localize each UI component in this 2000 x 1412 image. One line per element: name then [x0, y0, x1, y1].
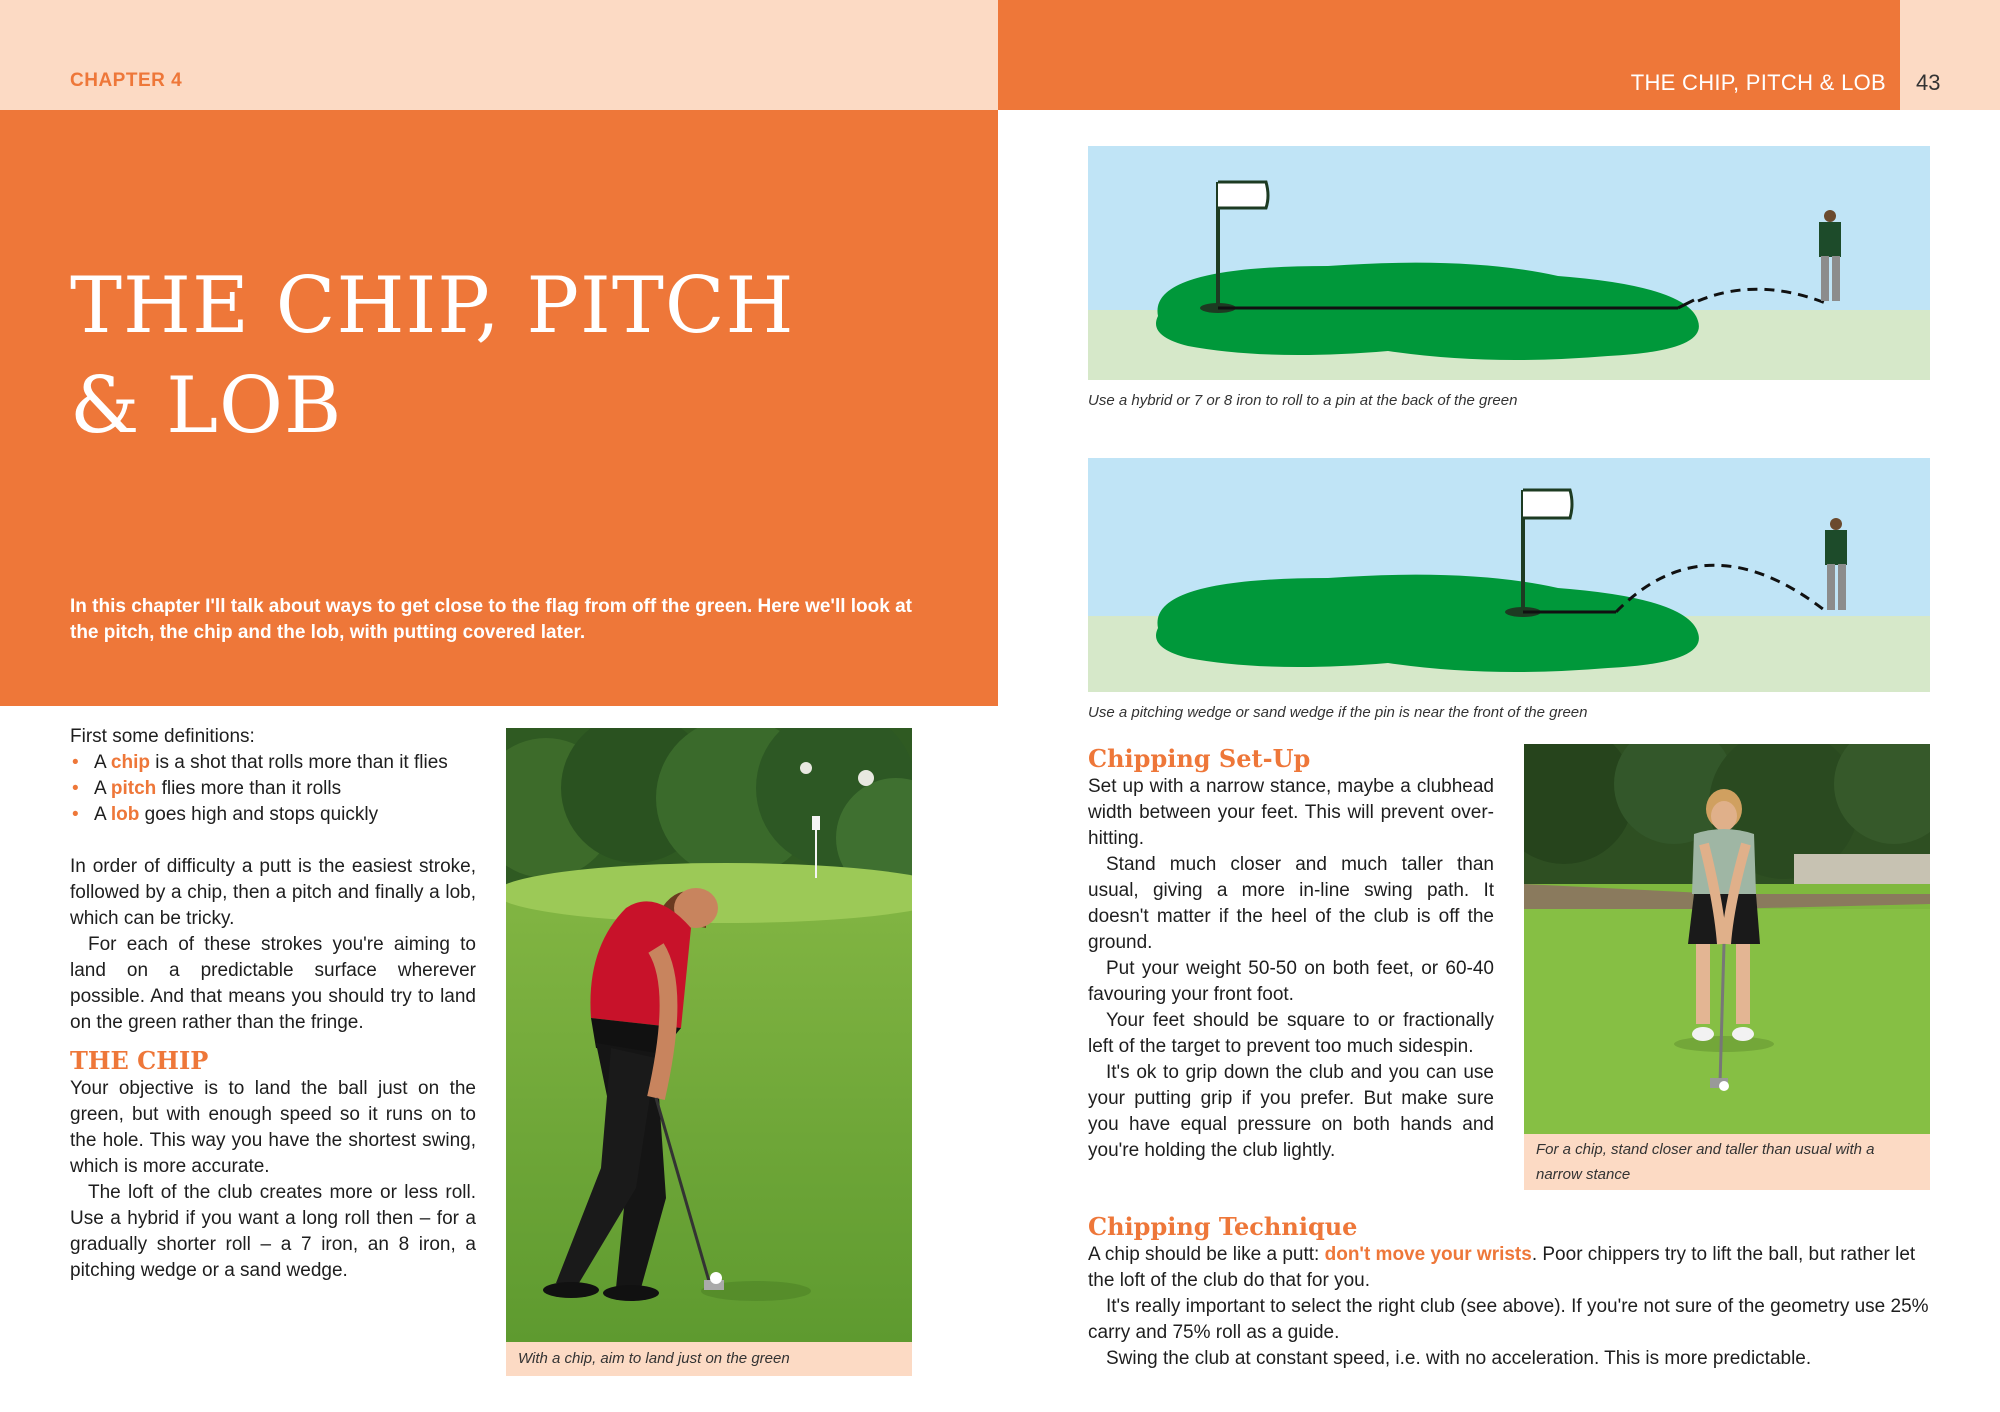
term-lob: lob: [110, 804, 140, 825]
chapter-title-line1: THE CHIP, PITCH: [70, 261, 795, 351]
right-column-setup: [1088, 744, 1494, 1164]
page-number-box: [1900, 0, 2000, 110]
definitions-list: [70, 750, 476, 828]
setup-paragraph-weight: Put your weight 50-50 on both feet, or 60-40 favouring your front foot.: [1088, 958, 1494, 1005]
page-number: 43: [1916, 70, 1941, 95]
paragraph-chip-objective: Your objective is to land the ball just on the green, but with enough speed so it runs on to the hole. This way you have the shortest swing, which is more accurate.: [70, 1078, 476, 1177]
section-heading-chipping-technique: Chipping Technique: [1088, 1212, 1358, 1241]
photo-golfer-chip: [506, 728, 912, 1342]
photo-golfer-chip-caption: With a chip, aim to land just on the green: [506, 1342, 912, 1376]
technique-paragraph-wrists: A chip should be like a putt: don't move your wrists. Poor chippers try to lift the ball, but rather let the loft of the club do that for you.: [1088, 1244, 1916, 1291]
running-title: THE CHIP, PITCH & LOB: [1630, 70, 1886, 95]
section-heading-chipping-setup: Chipping Set-Up: [1088, 744, 1311, 773]
definition-pitch: • A pitch flies more than it rolls: [70, 776, 476, 802]
definition-lob: • A lob goes high and stops quickly: [70, 802, 476, 828]
definition-chip: • A chip is a shot that rolls more than it flies: [70, 750, 476, 776]
diagram-chip-back-pin-image: [1088, 146, 1930, 380]
chapter-title: [70, 256, 850, 456]
highlight-dont-move-wrists: don't move your wrists: [1324, 1244, 1532, 1265]
paragraph-difficulty: In order of difficulty a putt is the easiest stroke, followed by a chip, then a pitch and finally a lob, which can be tricky.: [70, 856, 476, 929]
section-heading-the-chip: THE CHIP: [70, 1046, 209, 1075]
header-left-band: [0, 0, 998, 110]
chapter-intro: In this chapter I'll talk about ways to get close to the flag from off the green. Here we'll look at the pitch, the chip and the lob, with putting covered later.: [70, 596, 913, 643]
diagram-pitch-front-pin-image: [1088, 458, 1930, 692]
diagram-chip-back-pin: [1088, 146, 1930, 380]
setup-paragraph-closer: Stand much closer and much taller than usual, giving a more in-line swing path. It doesn't matter if the heel of the club is off the ground.: [1088, 854, 1494, 953]
chapter-label: CHAPTER 4: [70, 70, 183, 91]
setup-paragraph-stance: Set up with a narrow stance, maybe a clubhead width between your feet. This will prevent over-hitting.: [1088, 776, 1494, 849]
definitions-intro: First some definitions:: [70, 726, 255, 747]
photo-woman-chip-caption: For a chip, stand closer and taller than usual with a narrow stance: [1524, 1134, 1930, 1190]
setup-paragraph-grip: It's ok to grip down the club and you can use your putting grip if you prefer. But make sure you have equal pressure on both hands and you're holding the club lightly.: [1088, 1062, 1494, 1161]
diagram-chip-back-pin-caption: Use a hybrid or 7 or 8 iron to roll to a pin at the back of the green: [1088, 392, 1518, 409]
technique-paragraph-speed: Swing the club at constant speed, i.e. with no acceleration. This is more predictable.: [1106, 1348, 1812, 1369]
technique-paragraph-club: It's really important to select the right club (see above). If you're not sure of the geometry use 25% carry and 75% roll as a guide.: [1088, 1296, 1929, 1343]
woman-chip-image: [1524, 744, 1930, 1134]
diagram-pitch-front-pin: [1088, 458, 1930, 692]
left-column-text: [70, 724, 476, 1284]
term-chip: chip: [110, 752, 150, 773]
diagram-pitch-front-pin-caption: Use a pitching wedge or sand wedge if the pin is near the front of the green: [1088, 704, 1588, 721]
setup-paragraph-feet: Your feet should be square to or fractionally left of the target to prevent too much sidespin.: [1088, 1010, 1494, 1057]
golfer-chip-image: [506, 728, 912, 1342]
chapter-title-line2: & LOB: [70, 361, 343, 451]
paragraph-landing: For each of these strokes you're aiming to land on a predictable surface wherever possible. And that means you should try to land on the green rather than the fringe.: [70, 934, 476, 1033]
paragraph-club-loft: The loft of the club creates more or less roll. Use a hybrid if you want a long roll then – for a gradually shorter roll – a 7 iron, an 8 iron, a pitching wedge or a sand wedge.: [70, 1182, 476, 1281]
right-column-technique: [1088, 1212, 1930, 1372]
photo-woman-chip: [1524, 744, 1930, 1134]
term-pitch: pitch: [110, 778, 157, 799]
